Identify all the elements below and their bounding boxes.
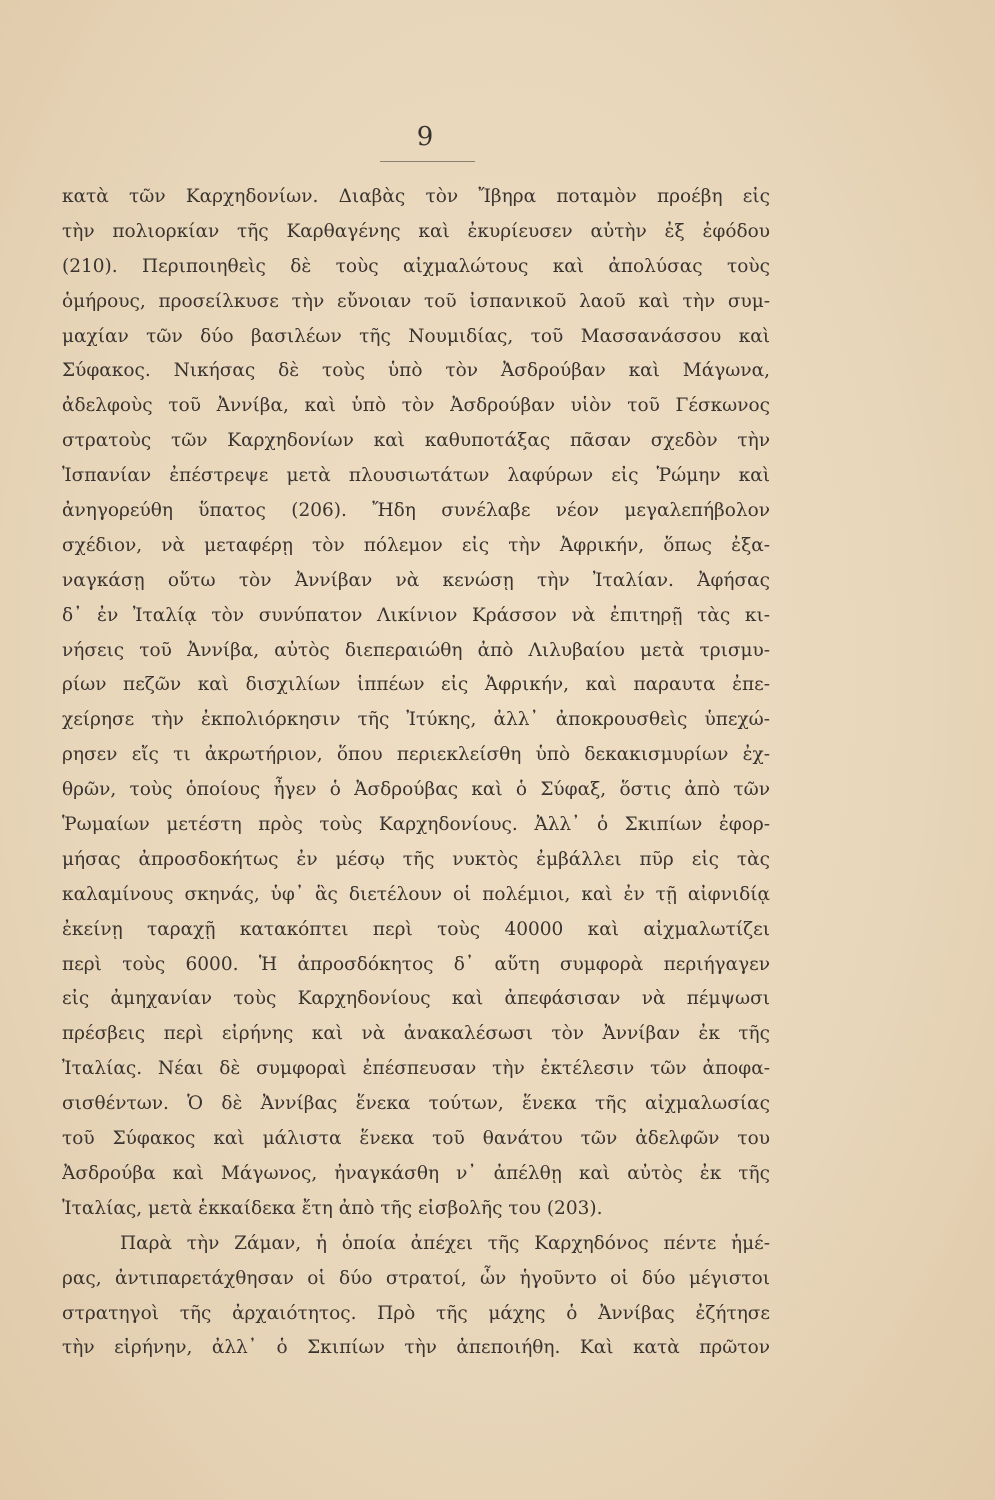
text-line: Ἰταλίας. Νέαι δὲ συμφοραὶ ἐπέσπευσαν τὴν ἐκτέλεσιν τῶν ἀποφα- (62, 1058, 770, 1080)
text-line: τὴν εἰρήνην, ἀλλ᾽ ὁ Σκιπίων τὴν ἀπεποιήθη. Καὶ κατὰ πρῶτον (62, 1337, 770, 1359)
text-line: χείρησε τὴν ἐκπολιόρκησιν τῆς Ἰτύκης, ἀλλ᾽ ἀποκρουσθεὶς ὑπεχώ- (62, 709, 770, 731)
page-number: 9 (416, 122, 434, 152)
body-text (62, 180, 770, 1366)
page-number-rule (380, 161, 475, 162)
text-line: δ᾽ ἐν Ἰταλίᾳ τὸν συνύπατον Λικίνιον Κράσσον νὰ ἐπιτηρῇ τὰς κι- (62, 604, 770, 626)
text-line: τοῦ Σύφακος καὶ μάλιστα ἕνεκα τοῦ θανάτου τῶν ἀδελφῶν του (62, 1128, 770, 1150)
text-line: ἀνηγορεύθη ὕπατος (206). Ἤδη συνέλαβε νέον μεγαλεπήβολον (62, 500, 770, 522)
text-line: στρατηγοὶ τῆς ἀρχαιότητος. Πρὸ τῆς μάχης ὁ Ἀννίβας ἐζήτησε (62, 1302, 770, 1324)
text-line: Σύφακος. Νικήσας δὲ τοὺς ὑπὸ τὸν Ἀσδρούβαν καὶ Μάγωνα, (62, 360, 770, 382)
text-line: Ἰσπανίαν ἐπέστρεψε μετὰ πλουσιωτάτων λαφύρων εἰς Ῥώμην καὶ (62, 465, 770, 487)
text-line: ὁμήρους, προσείλκυσε τὴν εὔνοιαν τοῦ ἰσπανικοῦ λαοῦ καὶ τὴν συμ- (62, 290, 770, 312)
text-line: ρίων πεζῶν καὶ δισχιλίων ἱππέων εἰς Ἀφρικήν, καὶ παραυτα ἐπε- (62, 674, 770, 696)
text-line: ρησεν εἴς τι ἀκρωτήριον, ὅπου περιεκλείσθη ὑπὸ δεκακισμυρίων ἐχ- (62, 744, 770, 766)
text-line: σισθέντων. Ὁ δὲ Ἀννίβας ἕνεκα τούτων, ἕνεκα τῆς αἰχμαλωσίας (62, 1093, 770, 1115)
text-line: ρας, ἀντιπαρετάχθησαν οἱ δύο στρατοί, ὧν ἡγοῦντο οἱ δύο μέγιστοι (62, 1267, 770, 1289)
text-line: Ἰταλίας, μετὰ ἑκκαίδεκα ἔτη ἀπὸ τῆς εἰσβολῆς του (203). (62, 1197, 603, 1219)
text-line: στρατοὺς τῶν Καρχηδονίων καὶ καθυποτάξας πᾶσαν σχεδὸν τὴν (62, 430, 770, 452)
text-line: εἰς ἀμηχανίαν τοὺς Καρχηδονίους καὶ ἀπεφάσισαν νὰ πέμψωσι (62, 988, 770, 1010)
text-line: τὴν πολιορκίαν τῆς Καρθαγένης καὶ ἐκυρίευσεν αὐτὴν ἐξ ἐφόδου (62, 220, 770, 242)
text-line: νήσεις τοῦ Ἀννίβα, αὐτὸς διεπεραιώθη ἀπὸ Λιλυβαίου μετὰ τρισμυ- (62, 639, 770, 661)
text-line: πρέσβεις περὶ εἰρήνης καὶ νὰ ἀνακαλέσωσι τὸν Ἀννίβαν ἐκ τῆς (62, 1023, 770, 1045)
text-line: Παρὰ τὴν Ζάμαν, ἡ ὁποία ἀπέχει τῆς Καρχηδόνος πέντε ἡμέ- (120, 1232, 770, 1254)
text-line: μαχίαν τῶν δύο βασιλέων τῆς Νουμιδίας, τοῦ Μασσανάσσου καὶ (62, 325, 770, 347)
text-line: ἀδελφοὺς τοῦ Ἀννίβα, καὶ ὑπὸ τὸν Ἀσδρούβαν υἱὸν τοῦ Γέσκωνος (62, 395, 770, 417)
text-line: καλαμίνους σκηνάς, ὑφ᾽ ἃς διετέλουν οἱ πολέμιοι, καὶ ἐν τῇ αἰφνιδίᾳ (62, 883, 770, 905)
text-line: ἐκείνῃ ταραχῇ κατακόπτει περὶ τοὺς 40000 καὶ αἰχμαλωτίζει (62, 918, 770, 940)
text-line: θρῶν, τοὺς ὁποίους ἦγεν ὁ Ἀσδρούβας καὶ ὁ Σύφαξ, ὅστις ἀπὸ τῶν (62, 779, 770, 801)
text-line: σχέδιον, νὰ μεταφέρῃ τὸν πόλεμον εἰς τὴν Ἀφρικήν, ὅπως ἐξα- (62, 534, 770, 556)
text-line: κατὰ τῶν Καρχηδονίων. Διαβὰς τὸν Ἴβηρα ποταμὸν προέβη εἰς (62, 186, 770, 207)
text-line: (210). Περιποιηθεὶς δὲ τοὺς αἰχμαλώτους καὶ ἀπολύσας τοὺς (62, 255, 770, 277)
text-line: περὶ τοὺς 6000. Ἡ ἀπροσδόκητος δ᾽ αὕτη συμφορὰ περιήγαγεν (62, 953, 770, 975)
text-line: μήσας ἀπροσδοκήτως ἐν μέσῳ τῆς νυκτὸς ἐμβάλλει πῦρ εἰς τὰς (62, 848, 770, 870)
text-line: Ῥωμαίων μετέστη πρὸς τοὺς Καρχηδονίους. Ἀλλ᾽ ὁ Σκιπίων ἐφορ- (62, 814, 770, 836)
text-line: ναγκάσῃ οὕτω τὸν Ἀννίβαν νὰ κενώσῃ τὴν Ἰταλίαν. Ἀφήσας (62, 569, 770, 591)
text-line: Ἀσδρούβα καὶ Μάγωνος, ἠναγκάσθη ν᾽ ἀπέλθῃ καὶ αὐτὸς ἐκ τῆς (62, 1162, 770, 1184)
